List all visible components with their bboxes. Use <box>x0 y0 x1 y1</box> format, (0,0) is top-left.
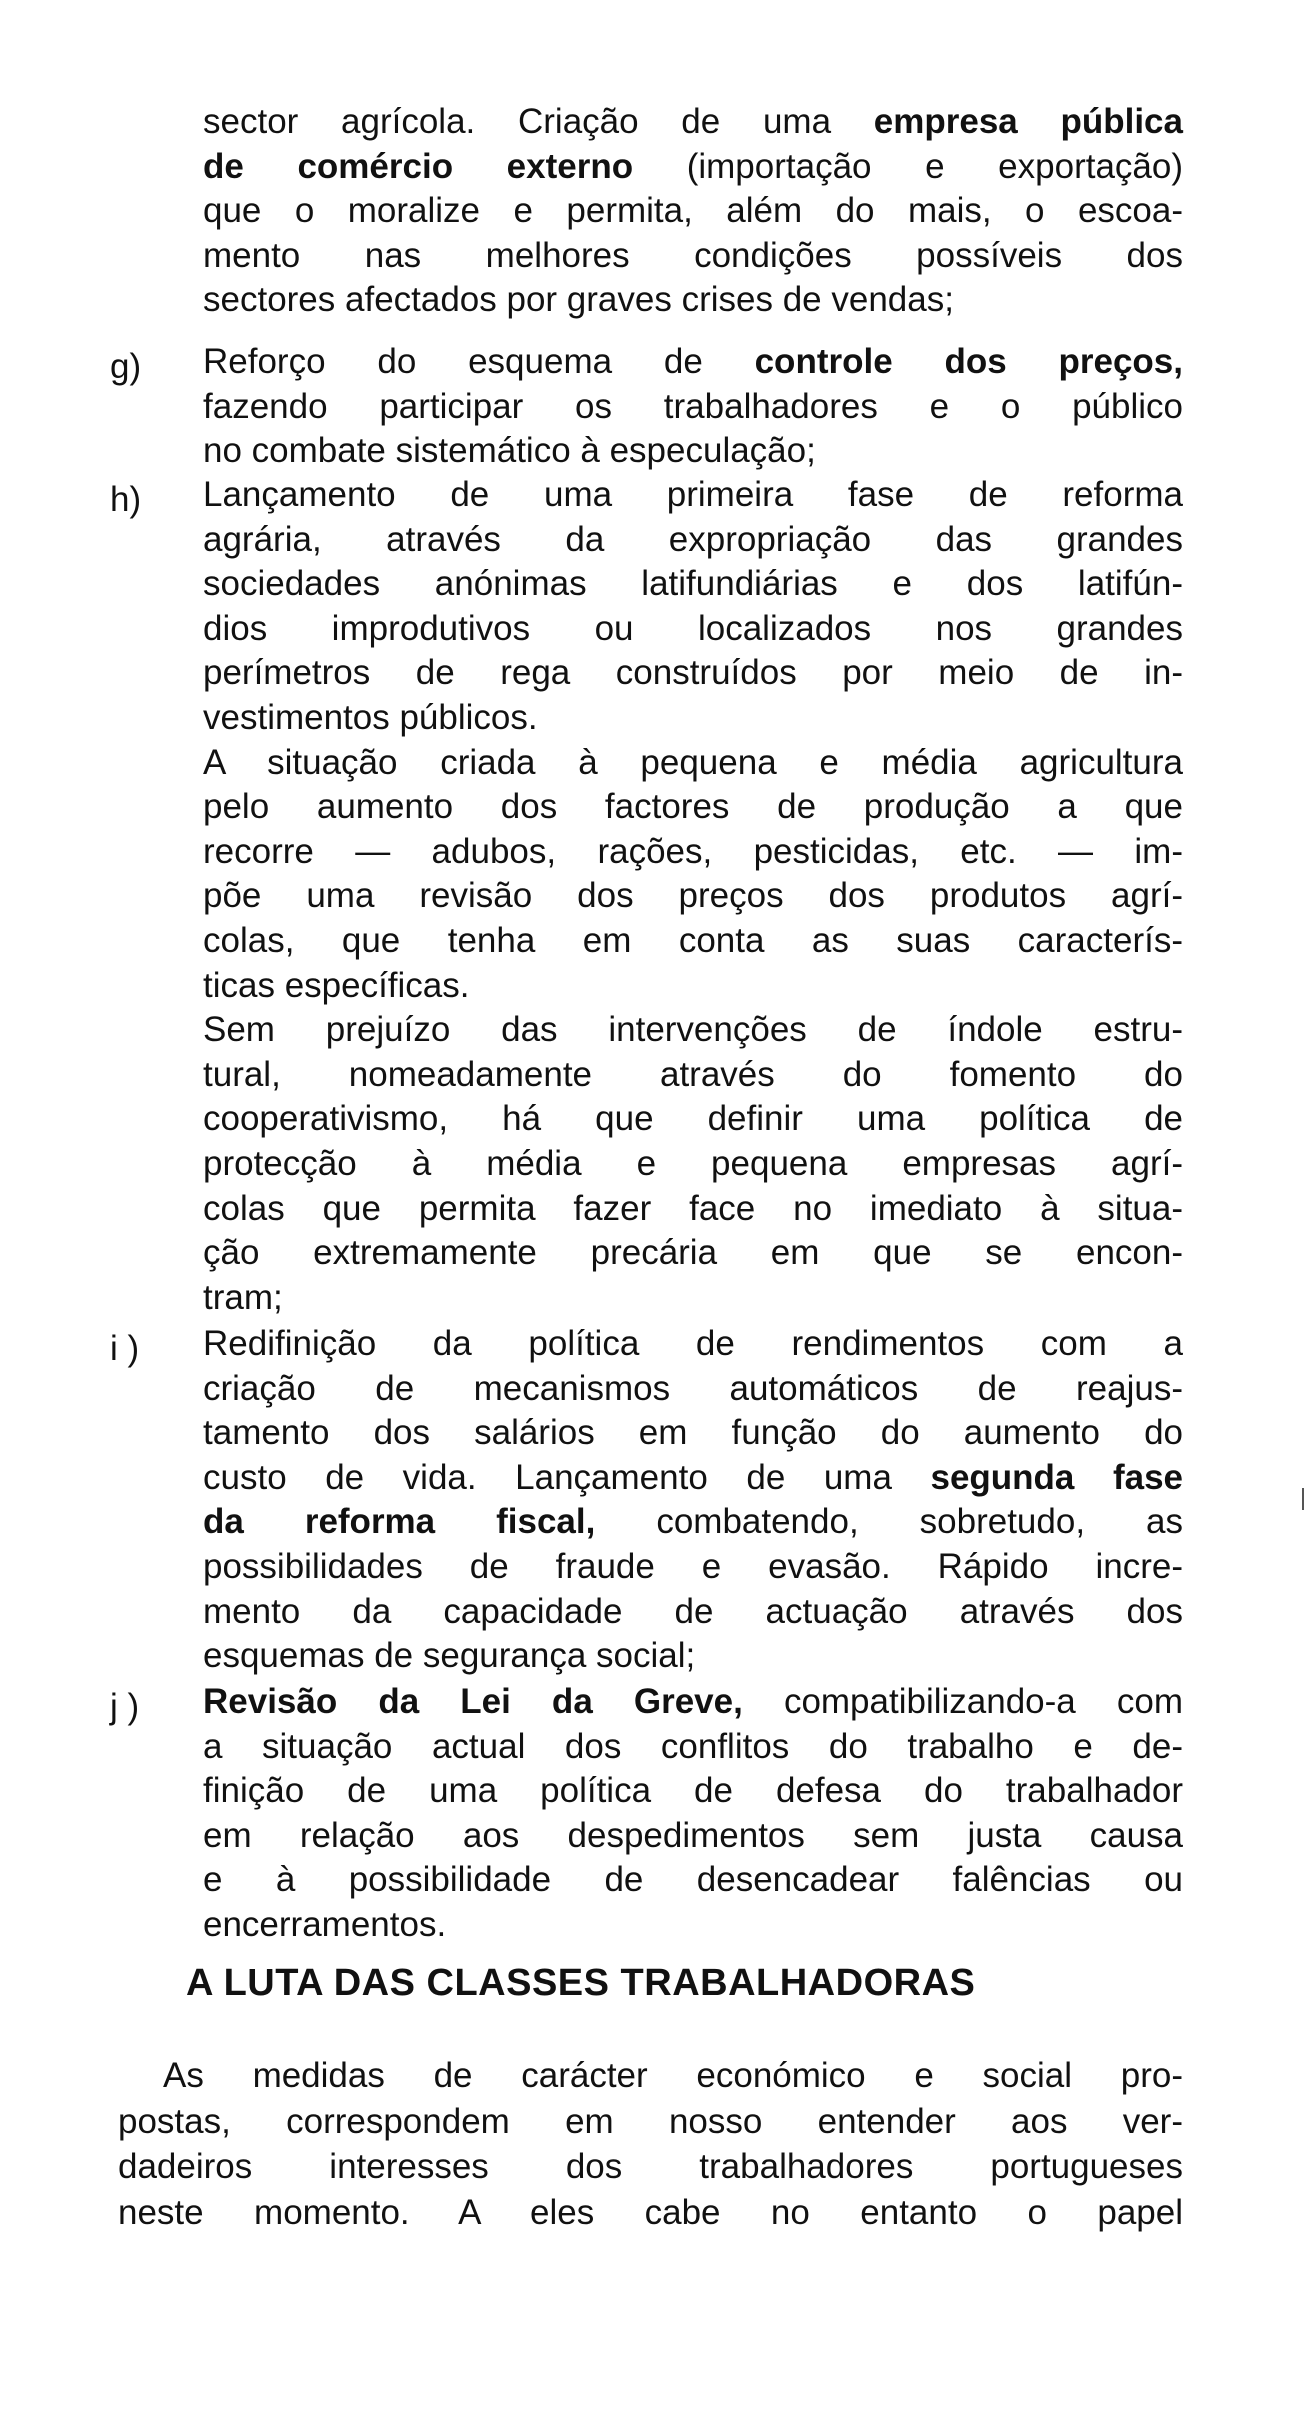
text-line: agrária, através da expropriação das grandes <box>203 519 1183 559</box>
text-line: colas, que tenha em conta as suas caracterís- <box>203 920 1183 960</box>
text-line <box>203 1456 1183 1501</box>
text-line: As medidas de carácter económico e social pro- <box>163 2056 1183 2095</box>
text-line: sectores afectados por graves crises de vendas; <box>203 280 954 320</box>
text-line: recorre — adubos, rações, pesticidas, etc. — im- <box>203 831 1183 871</box>
text-line <box>203 1500 1183 1545</box>
text-line: que o moralize e permita, além do mais, o escoa- <box>203 191 1183 231</box>
bold-phrase: Revisão da Lei da Greve, <box>203 1682 743 1721</box>
text-line: postas, correspondem em nosso entender aos ver- <box>118 2101 1183 2141</box>
text-line: possibilidades de fraude e evasão. Rápido incre- <box>203 1546 1183 1586</box>
text-line <box>203 145 1183 190</box>
text-line: tram; <box>203 1277 283 1317</box>
bold-phrase: da reforma fiscal, <box>203 1502 596 1542</box>
text-span: sector agrícola. Criação de uma <box>203 102 874 141</box>
text-line: dadeiros interesses dos trabalhadores portugueses <box>118 2147 1183 2186</box>
text-line: ção extremamente precária em que se encon- <box>203 1233 1183 1273</box>
text-line: e à possibilidade de desencadear falências ou <box>203 1860 1183 1900</box>
text-line: a situação actual dos conflitos do trabalho e de- <box>203 1726 1183 1766</box>
intro-paragraph <box>203 100 1183 323</box>
text-line <box>203 100 1183 145</box>
text-line: em relação aos despedimentos sem justa causa <box>203 1815 1183 1855</box>
bold-phrase: de comércio externo <box>203 146 634 186</box>
closing-paragraph <box>118 2053 1183 2235</box>
text-span: compatibilizando-a com <box>742 1682 1183 1721</box>
text-span: combatendo, sobretudo, as <box>595 1502 1183 1542</box>
text-span: (importação e exportação) <box>633 146 1184 186</box>
text-span: custo de vida. Lançamento de uma <box>203 1457 931 1497</box>
text-line: tamento dos salários em função do aumento do <box>203 1413 1183 1453</box>
text-line: ticas específicas. <box>203 965 470 1005</box>
text-line: encerramentos. <box>203 1904 447 1944</box>
text-line: tural, nomeadamente através do fomento do <box>203 1054 1183 1094</box>
item-i <box>203 1322 1183 1679</box>
bold-phrase: controle dos preços, <box>754 342 1183 381</box>
item-label-g: g) <box>110 347 142 386</box>
text-line: mento da capacidade de actuação através dos <box>203 1591 1183 1631</box>
item-j <box>203 1680 1183 1948</box>
bold-phrase: empresa pública <box>873 102 1183 141</box>
text-line: protecção à média e pequena empresas agrí- <box>203 1143 1183 1183</box>
text-line: esquemas de segurança social; <box>203 1636 696 1676</box>
text-line: Redifinição da política de rendimentos com a <box>203 1324 1183 1363</box>
item-label-i: i ) <box>110 1329 140 1368</box>
item-label-h: h) <box>110 480 142 519</box>
text-line <box>203 1680 1183 1725</box>
text-line: fazendo participar os trabalhadores e o público <box>203 386 1183 426</box>
text-span: Reforço do esquema de <box>203 342 755 381</box>
text-line: mento nas melhores condições possíveis dos <box>203 235 1183 275</box>
text-line: vestimentos públicos. <box>203 697 538 737</box>
text-line: A situação criada à pequena e média agricultura <box>203 742 1183 782</box>
text-line: neste momento. A eles cabe no entanto o papel <box>118 2192 1183 2232</box>
text-line: Lançamento de uma primeira fase de reforma <box>203 475 1183 514</box>
text-line: no combate sistemático à especulação; <box>203 431 816 471</box>
text-line: finição de uma política de defesa do trabalhador <box>203 1771 1183 1811</box>
text-line: põe uma revisão dos preços dos produtos agrí- <box>203 876 1183 916</box>
text-line: colas que permita fazer face no imediato à situa- <box>203 1188 1183 1228</box>
text-line: perímetros de rega construídos por meio de in- <box>203 653 1183 693</box>
text-line: pelo aumento dos factores de produção a que <box>203 787 1183 827</box>
section-heading: A LUTA DAS CLASSES TRABALHADORAS <box>186 1962 976 2004</box>
item-h <box>203 473 1183 1320</box>
item-g <box>203 340 1183 474</box>
item-label-j: j ) <box>110 1687 140 1726</box>
scan-edge-mark <box>1302 1488 1304 1510</box>
text-line: cooperativismo, há que definir uma política de <box>203 1099 1183 1139</box>
text-line: dios improdutivos ou localizados nos grandes <box>203 608 1183 648</box>
text-line: sociedades anónimas latifundiárias e dos latifún- <box>203 564 1183 604</box>
text-line: Sem prejuízo das intervenções de índole estru- <box>203 1010 1183 1050</box>
text-line <box>203 340 1183 385</box>
text-line: criação de mecanismos automáticos de reajus- <box>203 1368 1183 1408</box>
bold-phrase: segunda fase <box>930 1457 1183 1497</box>
